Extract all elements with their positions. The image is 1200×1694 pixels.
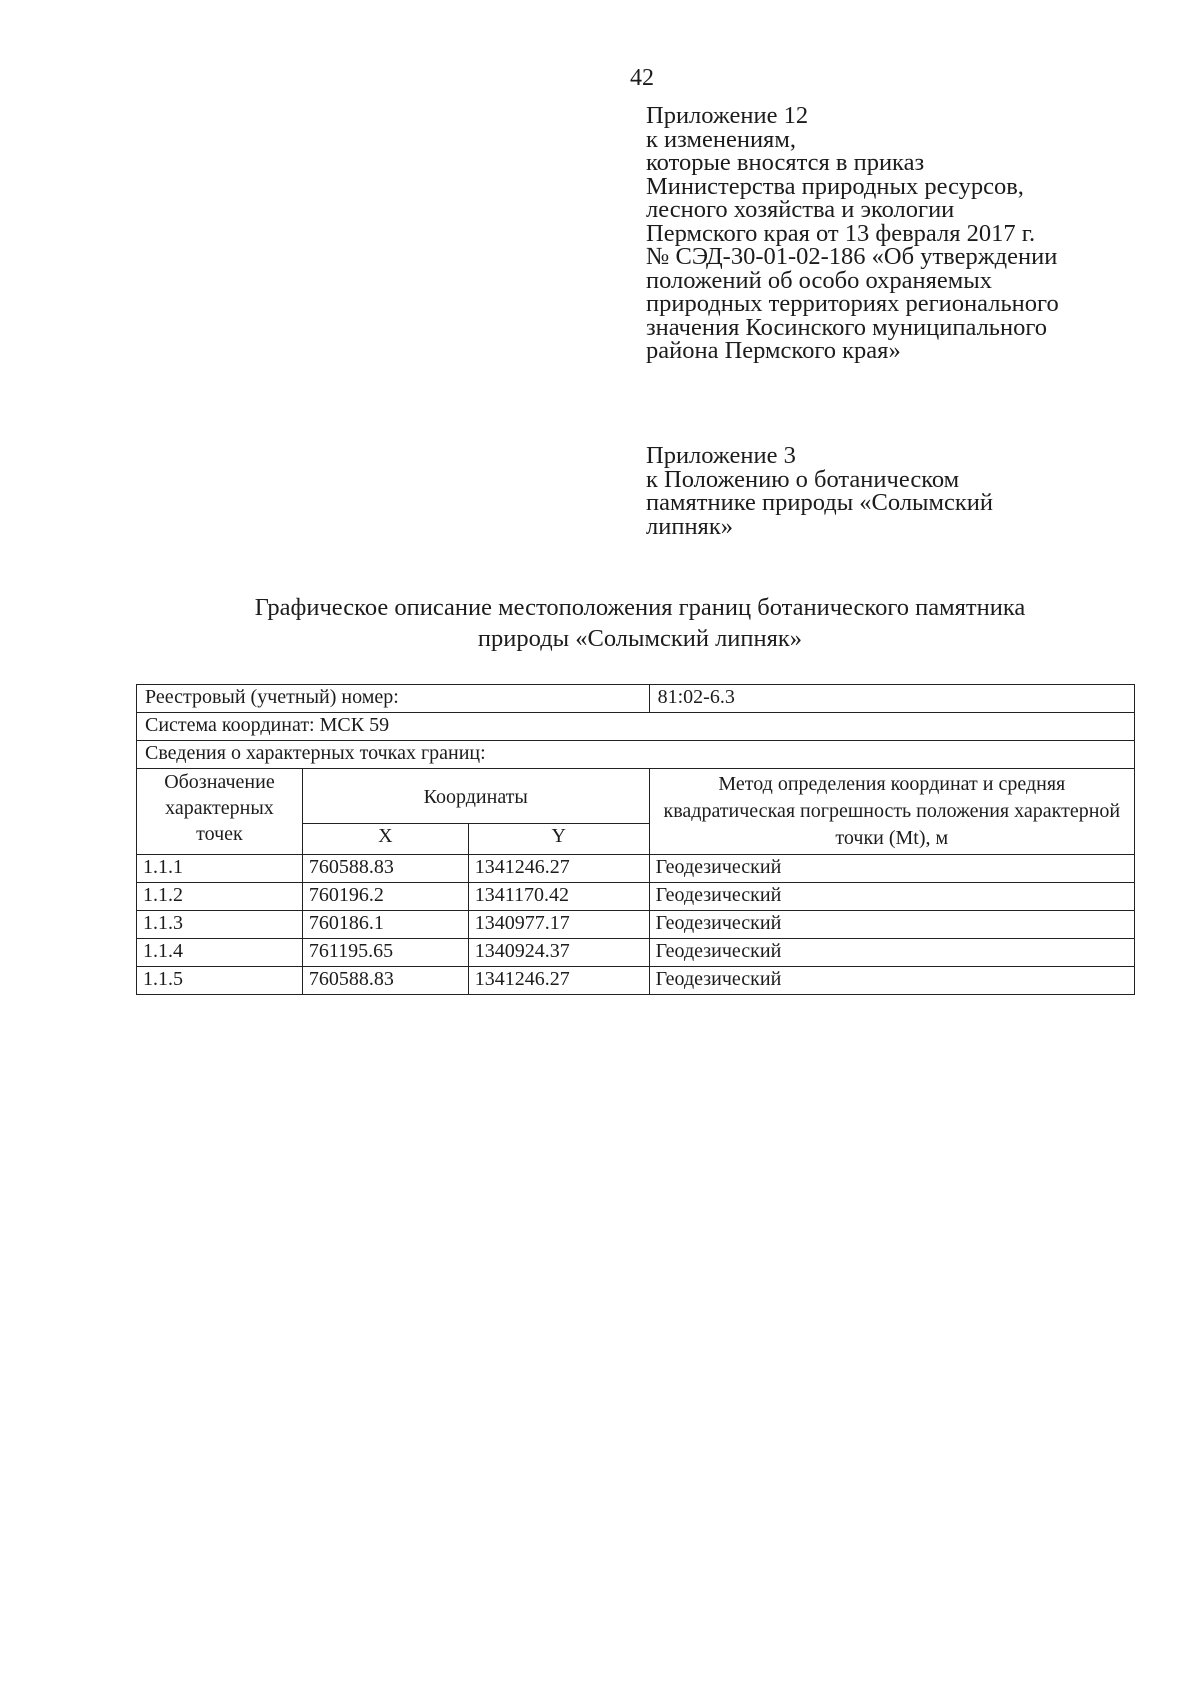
registry-label: Реестровый (учетный) номер: <box>137 685 650 713</box>
coord-x: 760186.1 <box>302 911 468 939</box>
method: Геодезический <box>649 967 1134 995</box>
coord-x: 761195.65 <box>302 939 468 967</box>
column-header-y: Y <box>468 824 649 855</box>
page-number: 42 <box>630 65 654 91</box>
coord-y: 1340924.37 <box>468 939 649 967</box>
table-row <box>137 967 1135 995</box>
method: Геодезический <box>649 939 1134 967</box>
appendix-3-line: липняк» <box>646 512 733 540</box>
point-id: 1.1.3 <box>137 911 303 939</box>
appendix-12-line: к изменениям, <box>646 125 796 153</box>
appendix-12-header <box>646 104 1059 363</box>
appendix-12-line: положений об особо охраняемых <box>646 266 992 294</box>
document-title-line: природы «Солымский липняк» <box>477 625 803 652</box>
registry-value: 81:02-6.3 <box>649 685 1134 713</box>
coord-y: 1340977.17 <box>468 911 649 939</box>
method: Геодезический <box>649 883 1134 911</box>
point-id: 1.1.1 <box>137 855 303 883</box>
coord-y: 1341246.27 <box>468 855 649 883</box>
appendix-3-line: памятнике природы «Солымский <box>646 489 994 516</box>
coord-x: 760588.83 <box>302 855 468 883</box>
appendix-3-line: к Положению о ботаническом <box>646 465 960 493</box>
method: Геодезический <box>649 911 1134 939</box>
appendix-12-line: района Пермского края» <box>646 337 901 364</box>
column-header-x: X <box>302 824 468 855</box>
point-id: 1.1.5 <box>137 967 303 995</box>
column-header-point: Обозначение характерных точек <box>137 769 303 855</box>
coord-y: 1341170.42 <box>468 883 649 911</box>
appendix-12-line: значения Косинского муниципального <box>646 313 1048 341</box>
table-row <box>137 939 1135 967</box>
table-header-row <box>137 769 1135 824</box>
document-title <box>160 592 1120 654</box>
coord-system: Система координат: МСК 59 <box>137 713 1135 741</box>
column-header-method: Метод определения координат и средняя квадратическая погрешность положения характерной точки (Mt), м <box>649 769 1134 855</box>
appendix-12-line: № СЭД-30-01-02-186 «Об утверждении <box>646 243 1058 270</box>
appendix-12-line: которые вносятся в приказ <box>646 149 925 176</box>
appendix-12-line: Министерства природных ресурсов, <box>646 172 1024 200</box>
method: Геодезический <box>649 855 1134 883</box>
appendix-12-line: Пермского края от 13 февраля 2017 г. <box>646 219 1036 247</box>
point-id: 1.1.4 <box>137 939 303 967</box>
column-header-coordinates: Координаты <box>302 769 649 824</box>
appendix-12-line: лесного хозяйства и экологии <box>646 196 955 223</box>
appendix-12-line: природных территориях регионального <box>646 290 1059 317</box>
appendix-12-line: Приложение 12 <box>646 102 809 129</box>
point-id: 1.1.2 <box>137 883 303 911</box>
document-title-line: Графическое описание местоположения границ ботанического памятника <box>254 594 1026 621</box>
coord-x: 760588.83 <box>302 967 468 995</box>
points-info: Сведения о характерных точках границ: <box>137 741 1135 769</box>
table-row <box>137 911 1135 939</box>
table-row <box>137 883 1135 911</box>
boundary-points-table <box>136 684 1135 995</box>
coord-x: 760196.2 <box>302 883 468 911</box>
table-row <box>137 855 1135 883</box>
points-info-row <box>137 741 1135 769</box>
registry-row <box>137 685 1135 713</box>
coord-system-row <box>137 713 1135 741</box>
appendix-3-line: Приложение 3 <box>646 442 796 469</box>
appendix-3-header <box>646 444 993 538</box>
coord-y: 1341246.27 <box>468 967 649 995</box>
